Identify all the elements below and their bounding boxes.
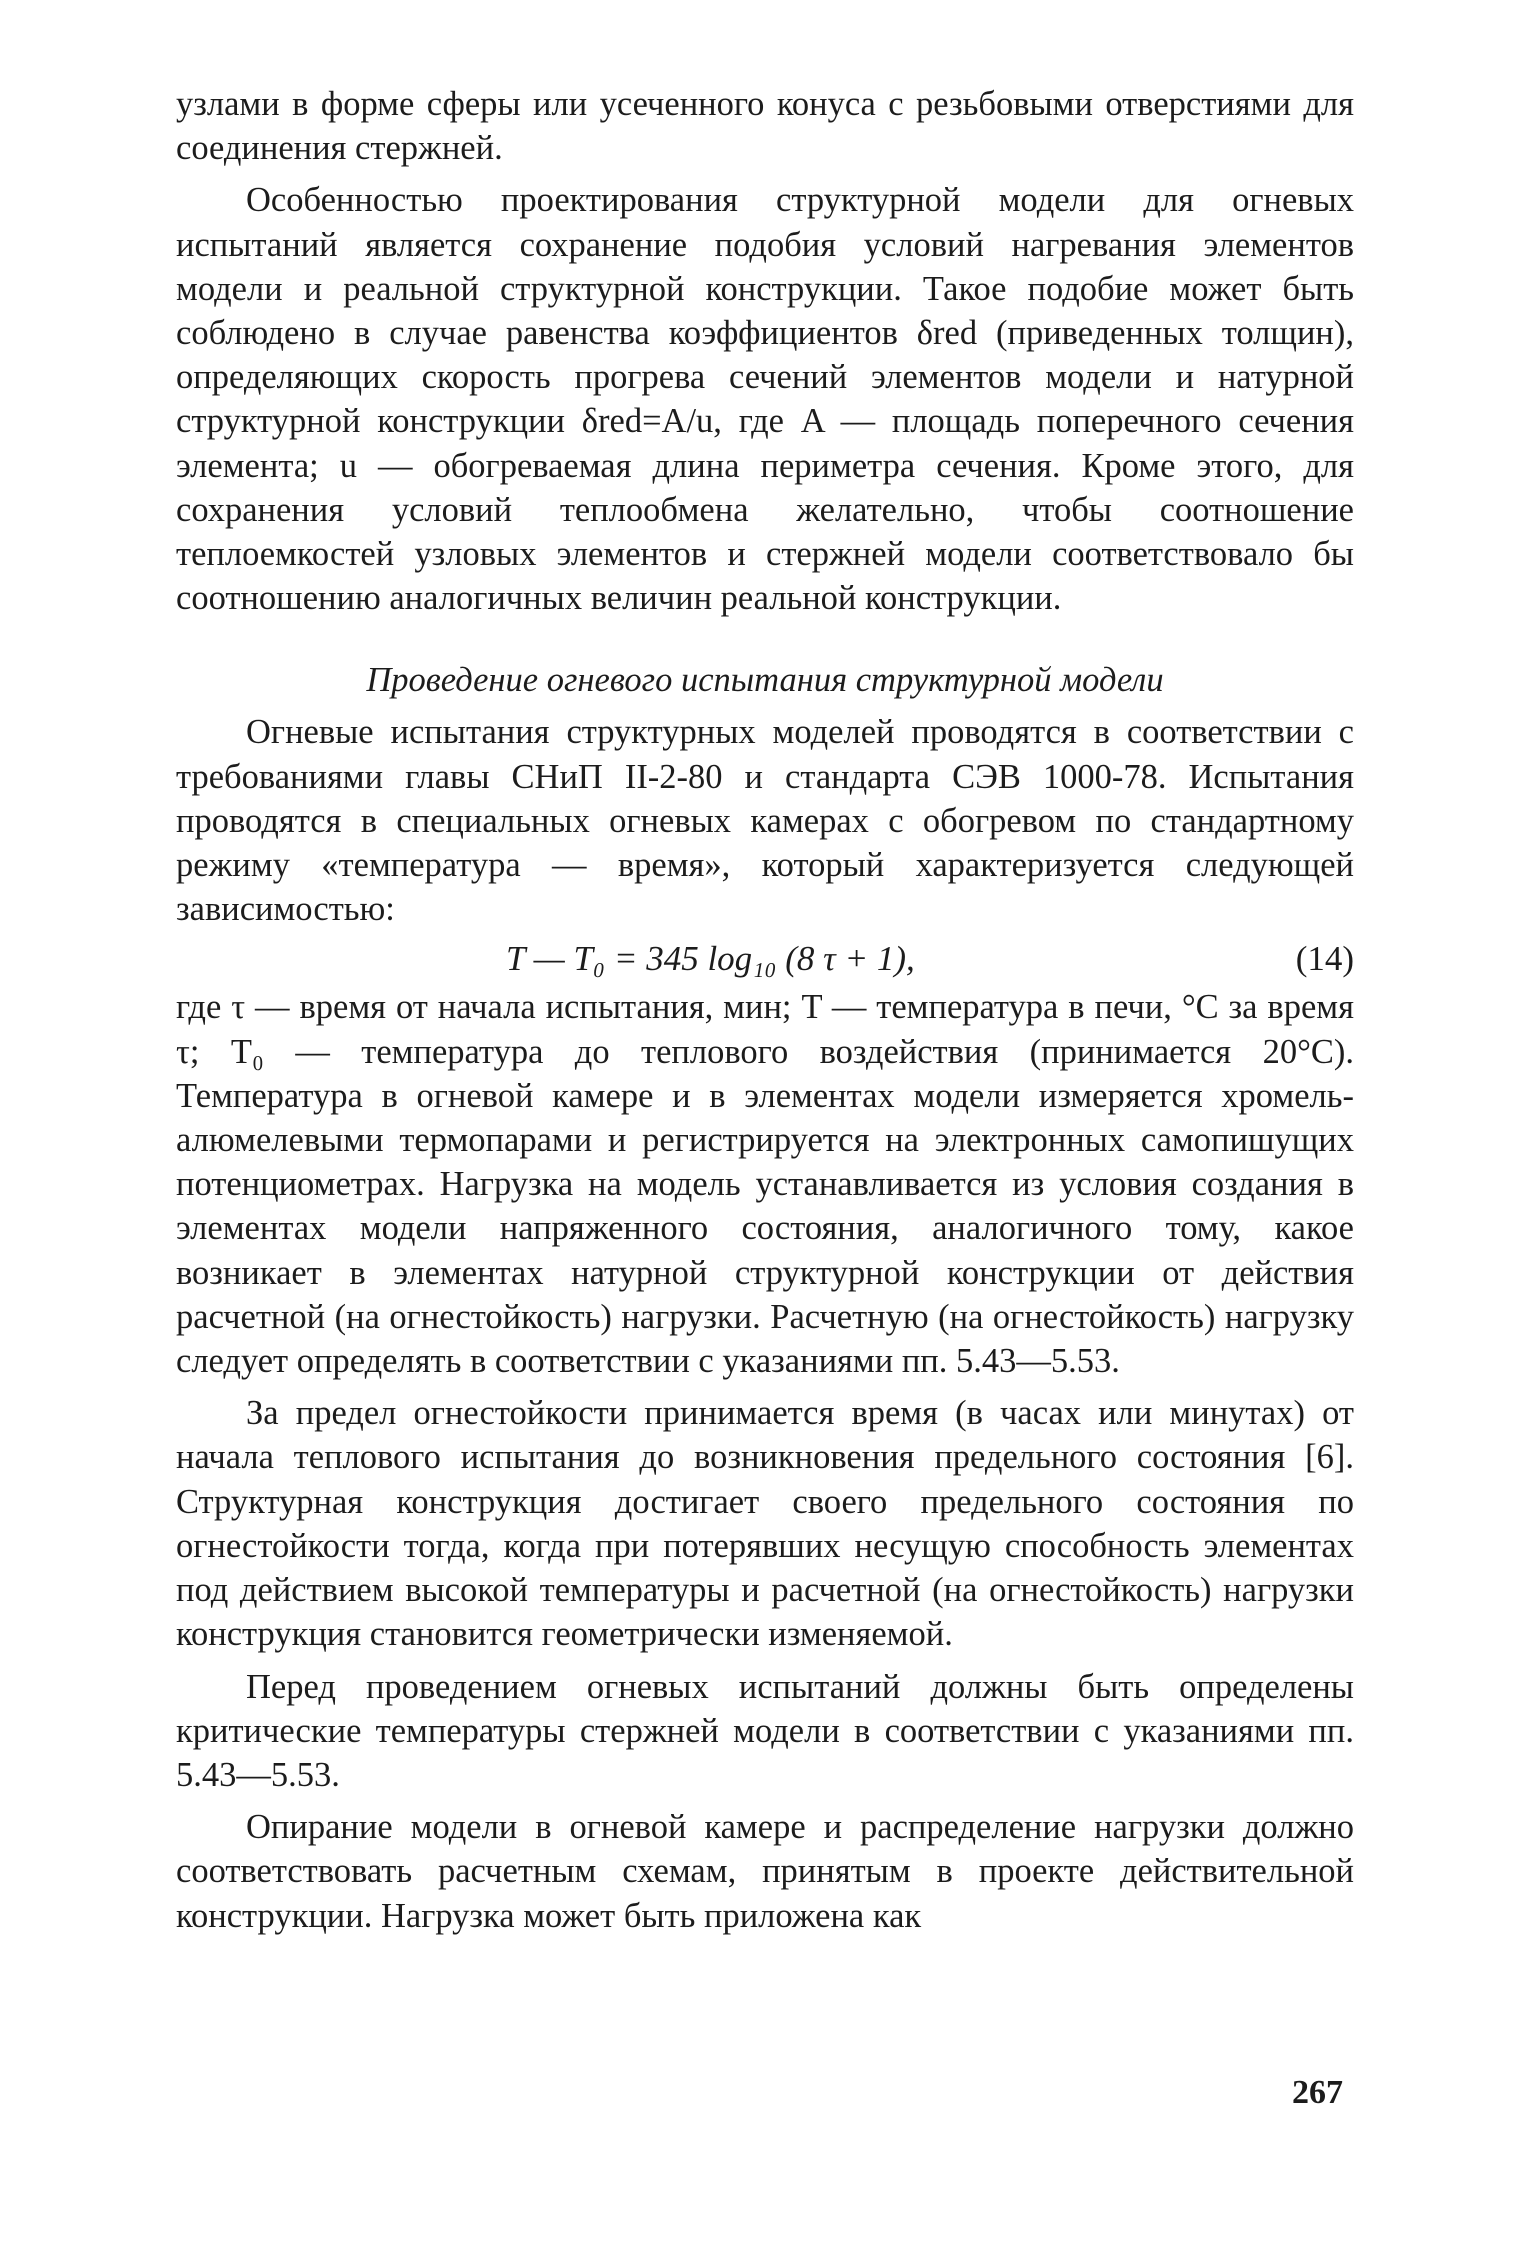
paragraph-5: За предел огнестойкости принимается время (в часах или минутах) от начала теплового испытания до возникновения предельного состояния [6]. Структурная конструкция достигает своего предельного состояния по огнестойкости тогда, когда при потерявших несущую способность элементах под действием высокой температуры и расчетной (на огнестойкость) нагрузки конструкция становится геометрически изменяемой. [176, 1394, 1354, 1654]
section-heading: Проведение огневого испытания структурной модели [366, 661, 1164, 700]
page-number: 267 [1292, 2074, 1343, 2111]
formula-14 [176, 935, 1354, 985]
paragraph-4: где τ — время от начала испытания, мин; T — температура в печи, °С за время τ; T₀ — температура до теплового воздействия (принимается 20°С). Температура в огневой камере и в элементах модели измеряется хромель-алюмелевыми термопарами и регистрируется на электронных самопишущих потенциометрах. Нагрузка на модель устанавливается из условия создания в элементах модели напряженного состояния, аналогичного тому, какое возникает в элементах натурной структурной конструкции от действия расчетной (на огнестойкость) нагрузки. Расчетную (на огнестойкость) нагрузку следует определять в соответствии с указаниями пп. 5.43—5.53. [176, 988, 1354, 1381]
paragraph-6: Перед проведением огневых испытаний должны быть определены критические температуры стержней модели в соответствии с указаниями пп. 5.43—5.53. [176, 1667, 1354, 1794]
formula-expression: T — T₀ = 345 log₁₀ (8 τ + 1), [506, 939, 915, 979]
page-body [176, 82, 1354, 1938]
paragraph-1: узлами в форме сферы или усеченного конуса с резьбовыми отверстиями для соединения стержней. [176, 85, 1354, 168]
paragraph-2: Особенностью проектирования структурной модели для огневых испытаний является сохранение подобия условий нагревания элементов модели и реальной структурной конструкции. Такое подобие может быть соблюдено в случае равенства коэффициентов δred (приведенных толщин), определяющих скорость прогрева сечений элементов модели и натурной структурной конструкции δred=A/u, где A — площадь поперечного сечения элемента; u — обогреваемая длина периметра сечения. Кроме этого, для сохранения условий теплообмена желательно, чтобы соотношение теплоемкостей узловых элементов и стержней модели соответствовало бы соотношению аналогичных величин реальной конструкции. [176, 181, 1354, 618]
paragraph-7: Опирание модели в огневой камере и распределение нагрузки должно соответствовать расчетным схемам, принятым в проекте действительной конструкции. Нагрузка может быть приложена как [176, 1808, 1354, 1935]
formula-number: (14) [1295, 939, 1354, 979]
paragraph-3: Огневые испытания структурных моделей проводятся в соответствии с требованиями главы СНиП II-2-80 и стандарта СЭВ 1000-78. Испытания проводятся в специальных огневых камерах с обогревом по стандартному режиму «температура — время», который характеризуется следующей зависимостью: [176, 713, 1354, 929]
